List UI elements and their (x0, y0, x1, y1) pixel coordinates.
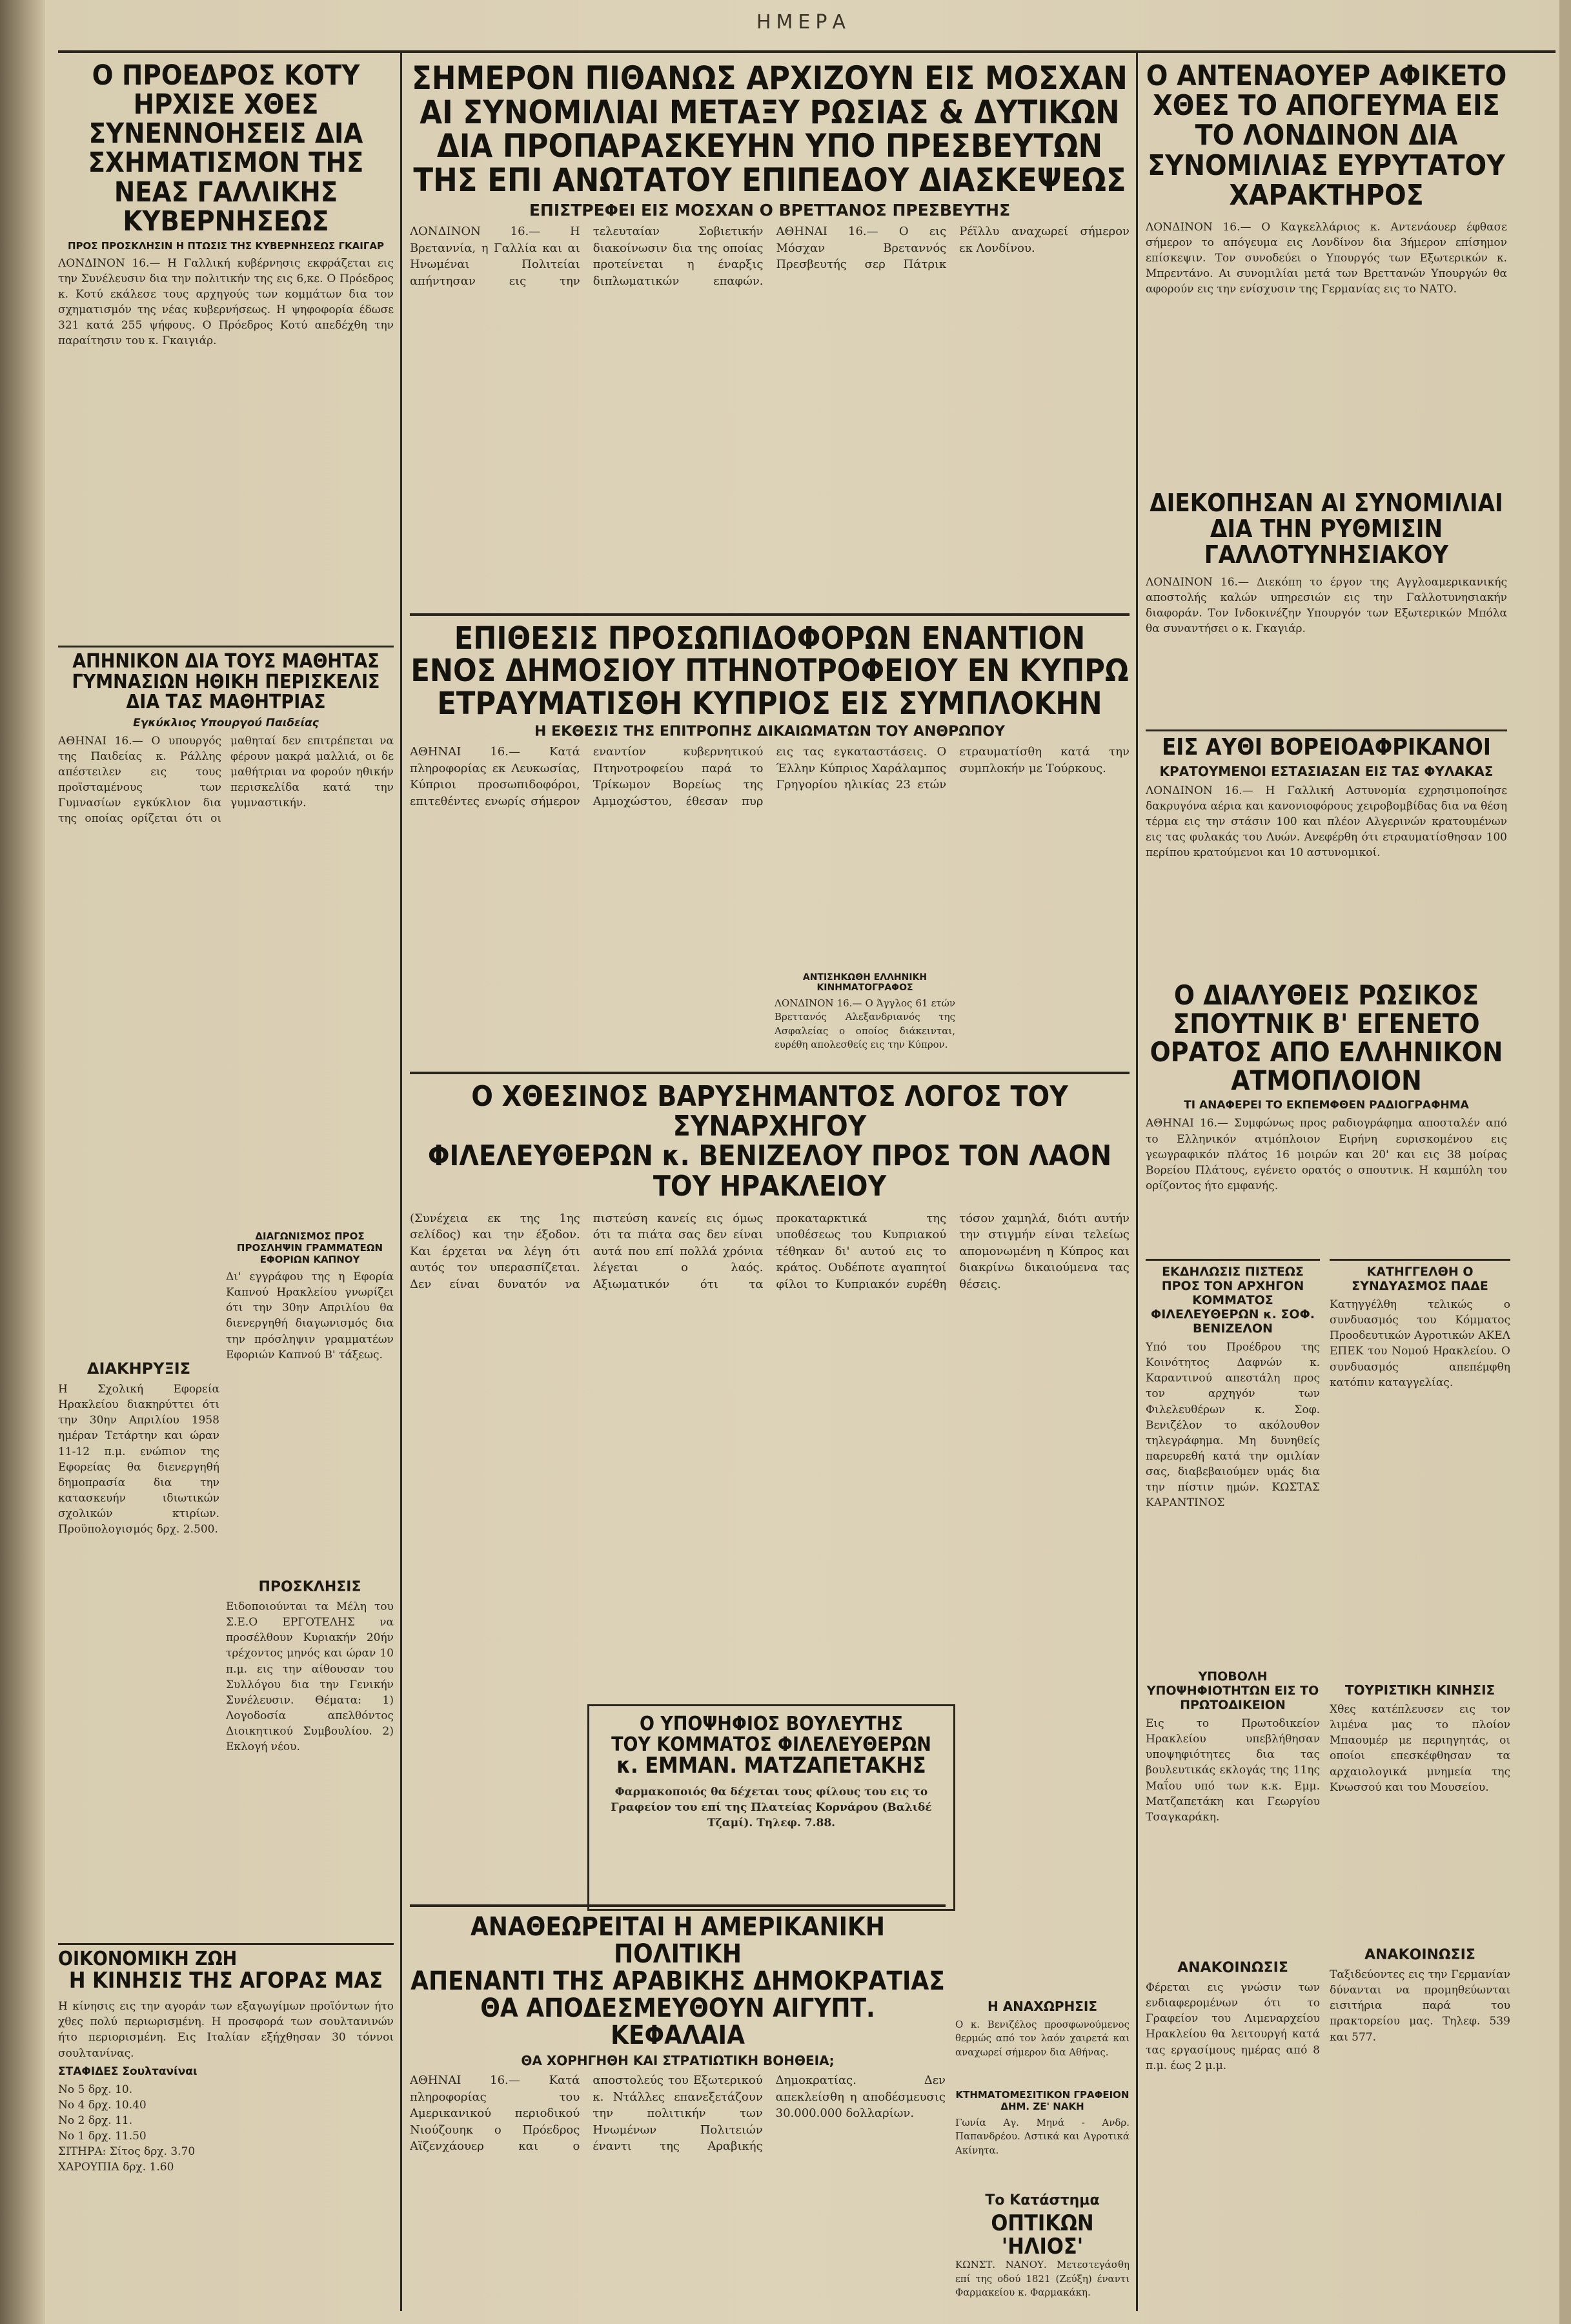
cancellation-article (1330, 1259, 1510, 1674)
binding-spine (0, 0, 45, 2324)
article-body: Φέρεται εις γνώσιν των ενδιαφερομένων ότι το Γραφείον του Λιμεναρχείου Ηρακλείου θα λειτουργή κατά τας εργασίμους ημέρας από 8 π.μ. έως 2 μ.μ. (1146, 1981, 1320, 2072)
notice-body: Η Σχολική Εφορεία Ηρακλείου διακηρύττει ότι την 30ην Απριλίου 1958 ημέραν Τετάρτην και ώραν 11-12 π.μ. ενώπιον της Εφορείας θα διενεργηθή δημοπρασία δια την κατασκευήν ιδιωτικών σχολικών κτιρίων. Προϋπολογισμός δρχ. 2.500. (58, 1383, 219, 1536)
prices-list (58, 2082, 394, 2176)
article-body: Η κίνησις εις την αγοράν των εξαγωγίμων προϊόντων ήτο χθες πολύ περιωρισμένη. Η προσφορά των σουλτανινών ήτο περιορισμένη. Εις Ιταλίαν εξήχθησαν 30 τόννοι σουλτανίνας. (58, 2000, 394, 2060)
journalist-article (775, 968, 955, 1059)
notice-body: Δι' εγγράφου της η Εφορία Καπνού Ηρακλείου γνωρίζει ότι την 30ην Απριλίου θα διενεργηθή διαγωνισμός δια την πρόσληψιν γραμματέων Εφοριών Καπνού Β' τάξεως. (226, 1270, 394, 1361)
article-body: ΑΘΗΝΑΙ 16.— Ο υπουργός της Παιδείας κ. Ράλλης απέστειλεν εις τους προϊσταμένους των Γυμνασίων εγκύκλιον δια της οποίας ορίζεται ότι οι μαθηταί δεν επιτρέπεται να φέρουν μακρά μαλλιά, οι δε μαθήτριαι να φορούν ηθικήν περισκελίδα κατά την γυμναστικήν. (58, 734, 394, 826)
notice-title: ΠΡΟΣΚΛΗΣΙΣ (258, 1579, 361, 1595)
top-left-article (58, 61, 394, 642)
column-rule (1136, 52, 1138, 2311)
article-headline-2: ΕΝΟΣ ΔΗΜΟΣΙΟΥ ΠΤΗΝΟΤΡΟΦΕΙΟΥ ΕΝ ΚΥΠΡΩ (410, 653, 1129, 689)
article-body: Ταξιδεύοντες εις την Γερμανίαν δύνανται να προμηθεύωνται εισιτήρια παρά του πρακτορείου μας. Τηλεφ. 539 και 577. (1330, 1968, 1510, 2044)
article-subhead: Εγκύκλιος Υπουργού Παιδείας (133, 716, 319, 729)
article-headline: ΑΝΑΘΕΩΡΕΙΤΑΙ Η ΑΜΕΡΙΚΑΝΙΚΗ ΠΟΛΙΤΙΚΗ (470, 1912, 886, 1969)
article-body: ΑΘΗΝΑΙ 16.— Κατά πληροφορίας εκ Λευκωσίας, Κύπριοι προσωπιδοφόροι, επιτεθέντες ενωρίς σήμερον εναντίον κυβερνητικού Πτηνοτροφείου παρά το Τρίκωμον Βορείως της Αμμοχώστου, έθεσαν πυρ εις τας εγκαταστάσεις. Ο Έλλην Κύπριος Χαράλαμπος Γρηγορίου ηλικίας 23 ετών ετραυματίσθη κατά την συμπλοκήν με Τούρκους. (410, 745, 1130, 808)
article-body: ΛΟΝΔΙΝΟΝ 16.— Η Γαλλική κυβέρνησις εκφράζεται εις την Συνέλευσιν δια την πολιτικήν της εις 6,κε. Ο Πρόεδρος κ. Κοτύ εκάλεσε τους αρχηγούς των κομμάτων δια τον σχηματισμόν της νέας κυβερνήσεως. Η ψηφοφορία έδωσε 321 κατά 255 ψήφους. Ο Πρόεδρος Κοτύ απεδέχθη την παραίτησιν του κ. Γκαιγιάρ. (58, 256, 394, 348)
article-body: ΛΟΝΔΙΝΟΝ 16.— Η Βρεταννία, η Γαλλία και αι Ηνωμέναι Πολιτείαι απήντησαν εις την τελευταίαν Σοβιετικήν διακοίνωσιν δια της οποίας προτείνεται η έναρξις διπλωματικών επαφών. ΑΘΗΝΑΙ 16.— Ο εις Μόσχαν Βρεταννός Πρεσβευτής σερ Πάτρικ Ρέϊλλυ αναχωρεί σήμερον εκ Λονδίνου. (410, 225, 1130, 288)
staff-notice (226, 1227, 394, 1524)
article-body: ΛΟΝΔΙΝΟΝ 16.— Ο Καγκελλάριος κ. Αντενάουερ έφθασε σήμερον το απόγευμα εις Λονδίνον δια 3ήμερον επίσημον επίσκεψιν. Τον συνοδεύει ο Υπουργός των Εξωτερικών κ. Μπρεντάνο. Αι συνομιλίαι μετά των Βρεττανών Υπουργών θα αφορούν εις την ενίσχυσιν της Γερμανίας εις το ΝΑΤΟ. (1146, 220, 1507, 296)
price-item: Νο 2 δρχ. 11. (58, 2114, 133, 2127)
article-headline: ΕΙΣ ΑΥΘΙ ΒΟΡΕΙΟΑΦΡΙΚΑΝΟΙ (1146, 729, 1507, 760)
article-headline: Η ΚΙΝΗΣΙΣ ΤΗΣ ΑΓΟΡΑΣ ΜΑΣ (68, 1967, 383, 1993)
tourism-article (1330, 1678, 1510, 1937)
candidate-text: Φαρμακοποιός θα δέχεται τους φίλους του εις το Γραφείον του επί της Πλατείας Κορνάρου (Βαλιδέ Τζαμί). Τηλεφ. 7.88. (611, 1785, 932, 1830)
optician-ad (955, 2188, 1130, 2318)
article-subhead: ΕΠΙΣΤΡΕΦΕΙ ΕΙΣ ΜΟΣΧΑΝ Ο ΒΡΕΤΤΑΝΟΣ ΠΡΕΣΒΕΥΤΗΣ (529, 201, 1011, 219)
ad-intro: Το Κατάστημα (985, 2192, 1100, 2208)
tunisia-article (1146, 491, 1507, 723)
notice-title: ΔΙΑΚΗΡΥΞΙΣ (86, 1360, 191, 1378)
notice-body: Ειδοποιούνται τα Μέλη του Σ.Ε.Ο ΕΡΓΟΤΕΛΗΣ να προσέλθουν Κυριακήν 20ήν τρέχοντος μηνός και ώραν 10 π.μ. εις την αίθουσαν του Συλλόγου δια την Γενικήν Συνέλευσιν. Θέματα: 1) Λογοδοσία απελθόντος Διοικητικού Συμβουλίου. 2) Εκλογή νέου. (226, 1600, 394, 1754)
article-body: Υπό του Προέδρου της Κοινότητος Δαφνών κ. Καραντινού απεστάλη προς τον αρχηγόν των Φιλελευθέρων κ. Σοφ. Βενιζέλον το ακόλουθον τηλεγράφημα. Μη δυνηθείς παρευρεθή κατά την ομιλίαν σας, διαβεβαιούμεν υμάς δια την πίστιν ημών. ΚΩΣΤΑΣ ΚΑΡΑΝΤΙΝΟΣ (1146, 1341, 1320, 1510)
article-headline-3: ΕΤΡΑΥΜΑΤΙΣΘΗ ΚΥΠΡΙΟΣ ΕΙΣ ΣΥΜΠΛΟΚΗΝ (437, 685, 1102, 722)
article-headline: ΑΝΑΚΟΙΝΩΣΙΣ (1177, 1960, 1288, 1976)
article-headline: ΥΠΟΒΟΛΗ ΥΠΟΨΗΦΙΟΤΗΤΩΝ ΕΙΣ ΤΟ ΠΡΩΤΟΔΙΚΕΙΟΝ (1146, 1669, 1319, 1712)
announcement-article-2 (1330, 1943, 1510, 2305)
article-body: (Συνέχεια εκ της 1ης σελίδος) και την έξοδον. Και έρχεται να λέγη ότι αυτός τον υπερασπίζεται. Δεν είναι δυνατόν να πιστεύση κανείς εις όμως ότι τα πιάτα σας δεν είναι αυτά που επί πολλά χρόνια λέγεται ο λαός. Αξιωματικόν ότι τα προκαταρκτικά της υποθέσεως του Κυπριακού τέθηκαν δι' αυτού εις το κράτος. Ουδέποτε αγαπητοί φίλοι το Κυπριακόν ευρέθη τόσον χαμηλά, διότι αυτήν την στιγμήν είναι τελείως απομονωμένη η Κύπρος και διακρίνω δικαιούμενα τας θέσεις. (410, 1211, 1130, 1291)
price-item: Νο 4 δρχ. 10.40 (58, 2098, 147, 2112)
cyprus-article (410, 613, 1130, 1068)
market-article (58, 1943, 394, 2319)
top-rule (58, 50, 1556, 53)
article-headline-2: ΑΠΕΝΑΝΤΙ ΤΗΣ ΑΡΑΒΙΚΗΣ ΔΗΜΟΚΡΑΤΙΑΣ (410, 1966, 945, 1996)
article-subhead: ΤΙ ΑΝΑΦΕΡΕΙ ΤΟ ΕΚΠΕΜΦΘΕΝ ΡΑΔΙΟΓΡΑΦΗΜΑ (1184, 1099, 1469, 1112)
clarification-article (1146, 1259, 1320, 1661)
article-headline: ΑΠΗΝΙΚΟΝ ΔΙΑ ΤΟΥΣ ΜΑΘΗΤΑΣ ΓΥΜΝΑΣΙΩΝ ΗΘΙΚΗ ΠΕΡΙΣΚΕΛΙΣ ΔΙΑ ΤΑΣ ΜΑΘΗΤΡΙΑΣ (72, 650, 380, 713)
price-item: Νο 1 δρχ. 11.50 (58, 2130, 147, 2143)
article-body: ΑΘΗΝΑΙ 16.— Συμφώνως προς ραδιογράφημα αποσταλέν από το Ελληνικόν ατμόπλοιον Ειρήνη ευρισκομένου εις γεωγραφικόν πλάτος 16 μοιρών και 20' και εις 38 μοίρας Βορείου Πλάτους, εγένετο ορατός ο σπουτνικ. Η καμπύλη του ορίζοντος ήτο εμφανής. (1146, 1117, 1507, 1192)
price-item: Νο 5 δρχ. 10. (58, 2083, 133, 2096)
candidate-title: Ο ΥΠΟΨΗΦΙΟΣ ΒΟΥΛΕΥΤΗΣ (639, 1713, 904, 1735)
masthead: ΗΜΕΡΑ (756, 11, 851, 34)
article-headline: ΣΗΜΕΡΟΝ ΠΙΘΑΝΩΣ ΑΡΧΙΖΟΥΝ ΕΙΣ ΜΟΣΧΑΝ ΑΙ ΣΥΝΟΜΙΛΙΑΙ ΜΕΤΑΞΥ ΡΩΣΙΑΣ & ΔΥΤΙΚΩΝ ΔΙΑ ΠΡΟΠΑΡΑΣΚΕΥΗΝ ΥΠΟ ΠΡΕΣΒΕΥΤΩΝ ΤΗΣ ΕΠΙ ΑΝΩΤΑΤΟΥ ΕΠΙΠΕΔΟΥ ΔΙΑΣΚΕΨΕΩΣ (412, 61, 1128, 199)
article-subhead: ΚΡΑΤΟΥΜΕΝΟΙ ΕΣΤΑΣΙΑΣΑΝ ΕΙΣ ΤΑΣ ΦΥΛΑΚΑΣ (1159, 763, 1494, 779)
price-item: ΣΙΤΗΡΑ: Σίτος δρχ. 3.70 (58, 2145, 196, 2159)
ad-body: ΚΩΝΣΤ. ΝΑΝΟΥ. Μετεστεγάσθη επί της οδού 1821 (Ζεύξη) έναντι Φαρμακείου κ. Φαρμακάκη. (955, 2259, 1130, 2298)
ad-store-name: ΟΠΤΙΚΩΝ 'ΗΛΙΟΣ' (991, 2210, 1094, 2259)
article-body: Εις το Πρωτοδικείον Ηρακλείου υπεβλήθησαν υποψηφιότητες δια τας βουλευτικάς εκλογάς της 11ης Μαΐου υπό των κ.κ. Εμμ. Ματζαπετάκη και Γεωργίου Τσαγκαράκη. (1146, 1717, 1320, 1824)
center-top-article (410, 61, 1130, 578)
article-headline: ΑΝΑΚΟΙΝΩΣΙΣ (1364, 1947, 1475, 1963)
announcement-article (1146, 1956, 1320, 2318)
article-body: Ο κ. Βενιζέλος προσφωνούμενος θερμώς από τον λαόν χαιρετά και αναχωρεί σήμερον δια Αθήνας. (955, 2019, 1130, 2058)
column-rule (400, 52, 402, 2311)
article-body: ΑΘΗΝΑΙ 16.— Κατά πληροφορίας του Αμερικανικού περιοδικού Νιούζουηκ ο Πρόεδρος Αϊζενχάουερ και ο αποστολεύς του Εξωτερικού κ. Ντάλλες επανεξετάζουν την πολιτικήν των Ηνωμένων Πολιτειών έναντι της Αραβικής Δημοκρατίας. Δεν απεκλείσθη η αποδέσμευσις 30.000.000 δολλαρίων. (410, 2074, 946, 2154)
article-headline: ΕΠΙΘΕΣΙΣ ΠΡΟΣΩΠΙΔΟΦΟΡΩΝ ΕΝΑΝΤΙΟΝ (454, 620, 1086, 657)
article-headline: ΕΚΔΗΛΩΣΙΣ ΠΙΣΤΕΩΣ ΠΡΟΣ ΤΟΝ ΑΡΧΗΓΟΝ ΚΟΜΜΑΤΟΣ ΦΙΛΕΛΕΥΘΕΡΩΝ κ. ΣΟΦ. ΒΕΝΙΖΕΛΟΝ (1151, 1265, 1315, 1336)
article-headline: ΚΑΤΗΓΓΕΛΘΗ Ο ΣΥΝΔΥΑΣΜΟΣ ΠΑΔΕ (1352, 1265, 1488, 1293)
ad-body: Γωνία Αγ. Μηνά - Ανδρ. Παπανδρέου. Αστικά και Αγροτικά Ακίνητα. (955, 2117, 1130, 2156)
arab-article (410, 1904, 946, 2320)
top-right-article (1146, 61, 1507, 481)
article-headline: Ο ΑΝΤΕΝΑΟΥΕΡ ΑΦΙΚΕΤΟ ΧΘΕΣ ΤΟ ΑΠΟΓΕΥΜΑ ΕΙΣ ΤΟ ΛΟΝΔΙΝΟΝ ΔΙΑ ΣΥΝΟΜΙΛΙΑΣ ΕΥΡΥΤΑΤΟΥ ΧΑΡΑΚΤΗΡΟΣ (1146, 61, 1507, 212)
page-edge (1559, 0, 1571, 2324)
article-body: ΛΟΝΔΙΝΟΝ 16.— Ο Άγγλος 61 ετών Βρεττανός Αλεξανδριανός της Ασφαλείας ο οποίος διάκεινται, ευρέθη απολεσθείς εις την Κύπρον. (775, 997, 955, 1050)
article-subhead: Η ΕΚΘΕΣΙΣ ΤΗΣ ΕΠΙΤΡΟΠΗΣ ΔΙΚΑΙΩΜΑΤΩΝ ΤΟΥ ΑΝΘΡΩΠΟΥ (534, 724, 1006, 740)
article-headline: Η ΑΝΑΧΩΡΗΣΙΣ (988, 1999, 1097, 2014)
candidate-party: ΤΟΥ ΚΟΜΜΑΤΟΣ ΦΙΛΕΛΕΥΘΕΡΩΝ (611, 1733, 931, 1756)
candidate-box (587, 1704, 955, 1911)
article-headline: ΔΙΕΚΟΠΗΣΑΝ ΑΙ ΣΥΝΟΜΙΛΙΑΙ ΔΙΑ ΤΗΝ ΡΥΘΜΙΣΙΝ ΓΑΛΛΟΤΥΝΗΣΙΑΚΟΥ (1150, 491, 1503, 569)
venizelos-article (410, 1072, 1130, 1810)
article-headline-3: ΘΑ ΑΠΟΔΕΣΜΕΥΘΟΥΝ ΑΙΓΥΠΤ. ΚΕΦΑΛΑΙΑ (480, 1993, 875, 2050)
article-body: Κατηγγέλθη τελικώς ο συνδυασμός του Κόμματος Προοδευτικών Αγροτικών ΑΚΕΛ ΕΠΕΚ του Νομού Ηρακλείου. Ο συνδυασμός απεπέμφθη κατόπιν καταγγελίας. (1330, 1298, 1510, 1389)
article-body: Χθες κατέπλευσεν εις τον λιμένα μας το πλοίον Μπαουμέρ με περιηγητάς, οι οποίοι επεσκέφθησαν τα αρχαιολογικά μνημεία της Κνωσσού και του Μουσείου. (1330, 1703, 1510, 1794)
article-body: ΛΟΝΔΙΝΟΝ 16.— Η Γαλλική Αστυνομία εχρησιμοποίησε δακρυγόνα αέρια και κανονιοφόρους χειροβομβίδας δια να θέση τέρμα εις την στάσιν 100 και πλέον Αλγερινών κρατουμένων εις τας φυλακάς του Λυών. Ανεφέρθη ότι ετραυματίσθησαν 100 περίπου κρατούμενοι και 10 αστυνομικοί. (1146, 784, 1507, 860)
article-headline: Ο ΠΡΟΕΔΡΟΣ ΚΟΤΥ ΗΡΧΙΣΕ ΧΘΕΣ ΣΥΝΕΝΝΟΗΣΕΙΣ ΔΙΑ ΣΧΗΜΑΤΙΣΜΟΝ ΤΗΣ ΝΕΑΣ ΓΑΛΛΙΚΗΣ ΚΥΒΕΡΝΗΣΕΩΣ (88, 61, 364, 238)
declaration-notice (58, 1356, 219, 1937)
prices-title: ΣΤΑΦΙΔΕΣ Σουλτανίναι (58, 2064, 198, 2078)
article-body: ΛΟΝΔΙΝΟΝ 16.— Διεκόπη το έργον της Αγγλοαμερικανικής αποστολής καλών υπηρεσιών εις την Γαλλοτυνησιακήν διαφοράν. Τον Ινδοκινέζην Υπουργόν των Εξωτερικών Μπόλα θα συναντήσει ο κ. Γκαγιάρ. (1146, 575, 1507, 636)
price-item: ΧΑΡΟΥΠΙΑ δρχ. 1.60 (58, 2161, 174, 2174)
article-subhead: ΠΡΟΣ ΠΡΟΣΚΛΗΣΙΝ Η ΠΤΩΣΙΣ ΤΗΣ ΚΥΒΕΡΝΗΣΕΩΣ ΓΚΑΙΓΑΡ (67, 240, 385, 252)
invitation-notice (226, 1575, 394, 1937)
candidacy-article (1146, 1666, 1320, 1950)
article-headline: Ο ΧΘΕΣΙΝΟΣ ΒΑΡΥΣΗΜΑΝΤΟΣ ΛΟΓΟΣ ΤΟΥ ΣΥΝΑΡΧΗΓΟΥ (471, 1080, 1068, 1143)
ad-title: ΚΤΗΜΑΤΟΜΕΣΙΤΙΚΟΝ ΓΡΑΦΕΙΟΝ ΔΗΜ. ΖΕ' ΝΑΚΗ (955, 2089, 1130, 2112)
notice-title: ΔΙΑΓΩΝΙΣΜΟΣ ΠΡΟΣ ΠΡΟΣΛΗΨΙΝ ΓΡΑΜΜΑΤΕΩΝ ΕΦΟΡΙΩΝ ΚΑΠΝΟΥ (236, 1230, 383, 1265)
article-headline: ΤΟΥΡΙΣΤΙΚΗ ΚΙΝΗΣΙΣ (1344, 1682, 1495, 1698)
article-subhead: ΘΑ ΧΟΡΗΓΗΘΗ ΚΑΙ ΣΤΡΑΤΙΩΤΙΚΗ ΒΟΗΘΕΙΑ; (521, 2053, 835, 2068)
article-headline: Ο ΔΙΑΛΥΘΕΙΣ ΡΩΣΙΚΟΣ ΣΠΟΥΤΝΙΚ Β' ΕΓΕΝΕΤΟ ΟΡΑΤΟΣ ΑΠΟ ΕΛΛΗΝΙΚΟΝ ΑΤΜΟΠΛΟΙΟΝ (1150, 981, 1503, 1097)
section-title: ΟΙΚΟΝΟΜΙΚΗ ΖΩΗ (58, 1948, 238, 1970)
africa-article (1146, 729, 1507, 975)
stamp-ad (955, 2085, 1130, 2182)
article-headline: ΑΝΤΙΣΗΚΩΘΗ ΕΛΛΗΝΙΚΗ ΚΙΝΗΜΑΤΟΓΡΑΦΟΣ (802, 972, 927, 993)
sputnik-article (1146, 981, 1507, 1252)
article-headline-2: ΦΙΛΕΛΕΥΘΕΡΩΝ κ. ΒΕΝΙΖΕΛΟΥ ΠΡΟΣ ΤΟΝ ΛΑΟΝ ΤΟΥ ΗΡΑΚΛΕΙΟΥ (427, 1139, 1112, 1203)
candidate-name: κ. ΕΜΜΑΝ. ΜΑΤΖΑΠΕΤΑΚΗΣ (616, 1753, 926, 1779)
departures-article (955, 1995, 1130, 2072)
